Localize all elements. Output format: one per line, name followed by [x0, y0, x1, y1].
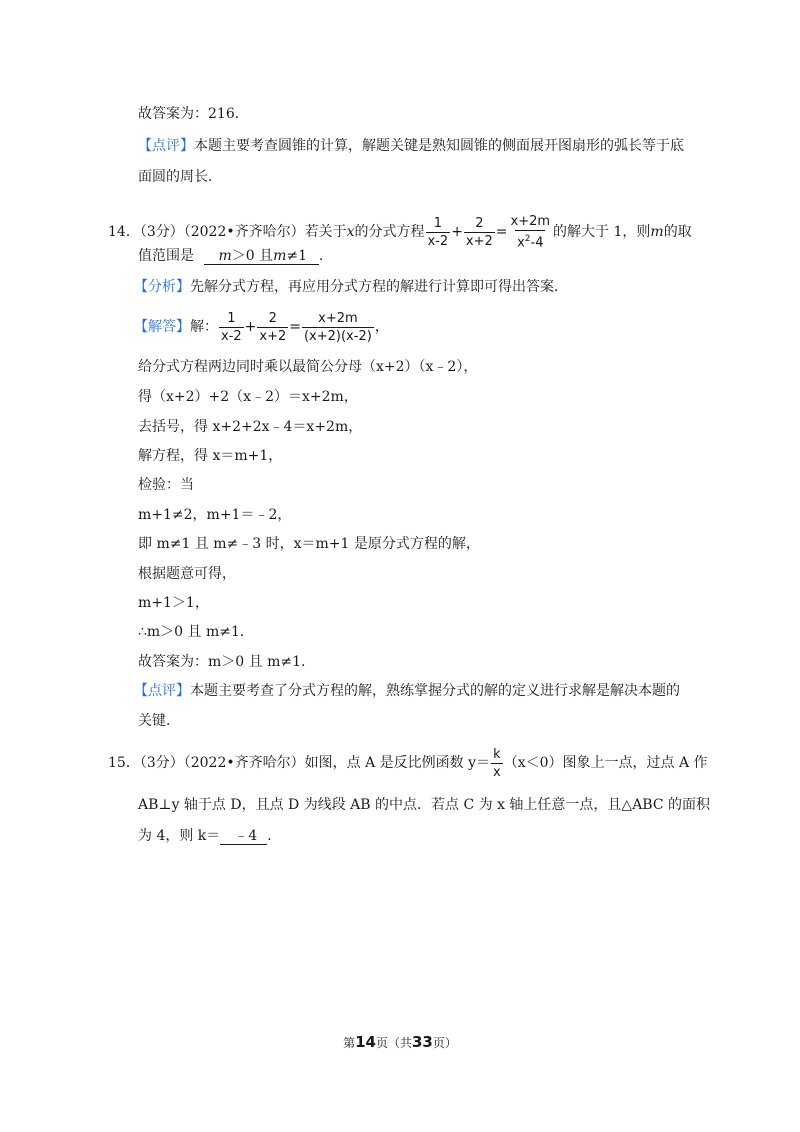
q14-meta: （3分）（2022•齐齐哈尔）	[139, 224, 305, 240]
q15-line3-lead: 为 4，则 k＝	[138, 828, 221, 844]
q15-meta: （3分）（2022•齐齐哈尔）	[139, 755, 305, 771]
analysis-tag: 【分析】	[134, 279, 190, 295]
q15-stem-a: 如图，点 A 是反比例函数 y＝	[304, 755, 490, 771]
answer-text: ＞0 且	[231, 248, 274, 264]
solution-step: 去括号，得 x+2+2x﹣4＝x+2m，	[138, 419, 363, 435]
q14-solution-line	[134, 307, 389, 347]
q14-stem-a: 若关于	[304, 224, 347, 240]
analysis-text: 先解分式方程，再应用分式方程的解进行计算即可得出答案．	[190, 279, 568, 295]
q13-comment-line2: 面圆的周长．	[138, 169, 222, 185]
solution-lead: 解：	[190, 319, 218, 335]
solution-fraction3	[302, 310, 374, 345]
plus-sign: +	[451, 224, 463, 240]
fraction-numerator: 2	[268, 310, 277, 326]
answer-ne: ≠1	[286, 248, 308, 264]
q14-var-x: x	[346, 224, 355, 240]
q14-comment-text: 本题主要考查了分式方程的解，熟练掌握分式的解的定义进行求解是解决本题的	[190, 683, 680, 699]
solution-fraction1	[219, 310, 244, 345]
solution-step: ∴m＞0 且 m≠1．	[138, 624, 254, 640]
fraction-numerator: 2	[475, 215, 484, 231]
fraction-denominator: x	[493, 764, 501, 780]
plus-sign: +	[244, 319, 257, 335]
solution-tag: 【解答】	[134, 319, 190, 335]
solution-fraction2	[257, 310, 288, 345]
q14-stem-c: 的解大于 1，则	[553, 224, 651, 240]
fraction-denominator: x+2	[465, 233, 493, 249]
total-page-count: 33	[412, 1033, 433, 1051]
q14-equation-fraction2	[464, 215, 495, 250]
denominator-rest: -4	[530, 235, 544, 251]
solution-step: 得（x+2）+2（x﹣2）＝x+2m，	[138, 389, 358, 405]
q14-stem-b: 的分式方程	[354, 224, 425, 240]
q14-equation-fraction1	[426, 215, 451, 250]
q14-number: 14．	[108, 224, 140, 240]
q15-stem-line2: AB⊥y 轴于点 D，且点 D 为线段 AB 的中点．若点 C 为 x 轴上任意一点，且△ABC 的面积	[138, 797, 711, 813]
q13-answer-line: 故答案为：216．	[138, 106, 249, 122]
comment-tag: 【点评】	[138, 138, 194, 154]
solution-step: 检验：当	[138, 477, 194, 493]
equals-sign: =	[289, 319, 301, 335]
q14-comment-line2: 关键．	[138, 713, 180, 729]
footer-pre: 第	[343, 1036, 356, 1050]
q15-line3-end: ．	[267, 828, 282, 844]
q15-number: 15．	[108, 755, 140, 771]
q15-stem-b: （x＜0）图象上一点，过点 A 作	[503, 755, 708, 771]
answer-var-m2: m	[273, 248, 287, 264]
q14-range-lead: 值范围是	[138, 248, 194, 264]
q15-stem-line3	[138, 826, 281, 846]
fraction-denominator: x+2	[259, 328, 287, 344]
q14-equation-fraction3	[509, 213, 553, 251]
solution-step: 即 m≠1 且 m≠﹣3 时，x＝m+1 是原分式方程的解，	[138, 536, 480, 552]
q14-var-m: m	[650, 224, 664, 240]
fraction-denominator: x-2	[427, 233, 449, 249]
solution-step: 解方程，得 x＝m+1，	[138, 448, 283, 464]
q15-stem-line1	[108, 743, 708, 783]
fraction-denominator: (x+2)(x-2)	[303, 328, 372, 344]
q14-range-line	[138, 246, 333, 266]
solution-step: m+1≠2，m+1＝﹣2，	[138, 507, 292, 523]
fraction-numerator: x+2m	[510, 213, 551, 229]
comment-tag: 【点评】	[134, 683, 190, 699]
q13-comment-line1	[138, 136, 684, 156]
answer-var-m: m	[218, 248, 232, 264]
footer-mid: 页（共	[375, 1036, 412, 1050]
q13-comment-text: 本题主要考查圆锥的计算，解题关键是熟知圆锥的侧面展开图扇形的弧长等于底	[194, 138, 684, 154]
fraction-numerator: 1	[227, 310, 236, 326]
fraction-numerator: k	[493, 746, 501, 762]
q14-comment-line1	[134, 681, 680, 701]
solution-step: 故答案为：m＞0 且 m≠1．	[138, 654, 315, 670]
solution-step: 给分式方程两边同时乘以最简公分母（x+2）（x﹣2），	[138, 359, 478, 375]
solution-step: 根据题意可得，	[138, 566, 236, 582]
q14-answer-blank	[204, 248, 319, 265]
solution-comma: ，	[374, 319, 389, 335]
current-page-number: 14	[355, 1033, 376, 1051]
denominator-base: x	[517, 235, 525, 251]
denominator-exponent: 2	[524, 233, 531, 244]
fraction-numerator: 1	[433, 215, 442, 231]
equals-sign: =	[495, 224, 508, 240]
fraction-denominator: x-2	[221, 328, 242, 344]
q15-answer-blank: ﹣4	[220, 828, 267, 845]
q15-fraction-k-over-x	[491, 746, 503, 781]
q14-analysis-line	[134, 277, 568, 297]
q14-range-end: ．	[319, 248, 334, 264]
q14-stem-d: 的取	[663, 224, 692, 240]
fraction-denominator	[515, 230, 545, 251]
fraction-numerator: x+2m	[318, 310, 358, 326]
footer-post: 页）	[432, 1036, 457, 1050]
solution-step: m+1＞1，	[138, 595, 209, 611]
page-footer	[0, 1033, 800, 1051]
